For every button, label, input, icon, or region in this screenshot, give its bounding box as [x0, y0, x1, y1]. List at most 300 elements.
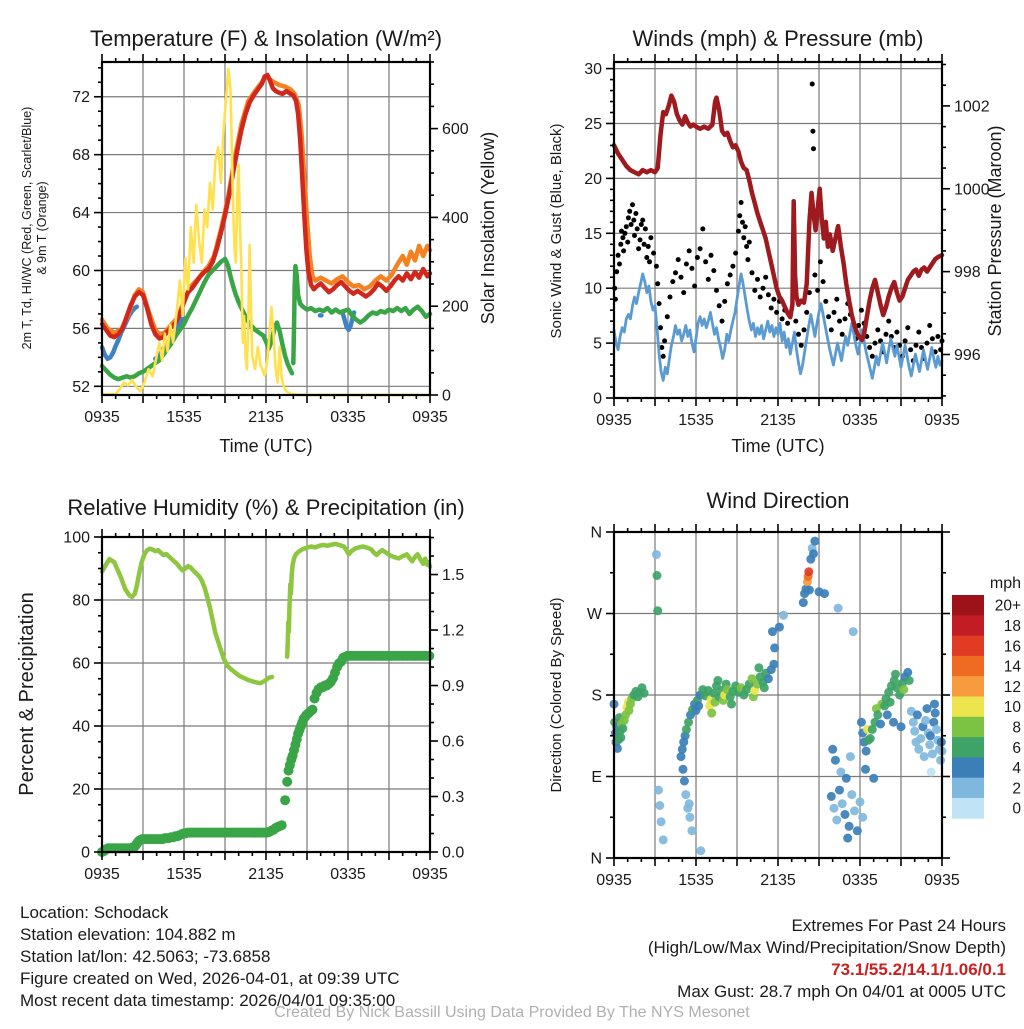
wind-direction-point [679, 765, 688, 774]
wind-left-axis-label: Sonic Wind & Gust (Blue, Black) [548, 123, 565, 339]
colorbar-label: 4 [1012, 760, 1021, 777]
y-tick-label: 60 [72, 262, 90, 280]
x-tick-label: 0335 [842, 412, 878, 429]
y-tick-label: 0 [442, 387, 451, 405]
data-point [633, 211, 638, 216]
wind-direction-point [707, 709, 716, 718]
colorbar-label: 16 [1003, 638, 1021, 656]
y-tick-label: 0 [593, 390, 602, 408]
chart-wind-direction [587, 524, 960, 889]
wind-direction-point [680, 777, 689, 786]
y-tick-label: 20 [72, 781, 90, 799]
wind-direction-point [923, 704, 932, 713]
wind-direction-point [696, 846, 705, 855]
wind-direction-point [810, 537, 819, 546]
temp-left-axis-label-line2: & 9m T (Orange) [35, 181, 49, 275]
colorbar-segment [952, 656, 984, 677]
extremes-subheading: (High/Low/Max Wind/Precipitation/Snow Depth) [647, 938, 1006, 957]
data-point [815, 288, 820, 293]
wind-direction-point [927, 768, 936, 777]
colorbar-label: 20+ [994, 597, 1021, 615]
wind-direction-point [685, 799, 694, 808]
wind-x-axis-label: Time (UTC) [731, 436, 825, 456]
data-point [624, 224, 629, 229]
extremes-values: 73.1/55.2/14.1/1.06/0.1 [831, 960, 1006, 979]
data-point [647, 259, 652, 264]
temp-chart-title: Temperature (F) & Insolation (W/m²) [89, 26, 443, 51]
x-tick-label: 0935 [596, 872, 632, 889]
data-point [676, 257, 681, 262]
wind-direction-point [921, 716, 930, 725]
data-point [720, 319, 725, 324]
data-point [725, 281, 730, 286]
data-point [661, 354, 666, 359]
x-tick-label: 1535 [166, 866, 202, 883]
data-point [714, 288, 719, 293]
data-point [689, 266, 694, 271]
colorbar-segment [952, 778, 984, 799]
data-point [935, 334, 940, 339]
wind-direction-point [834, 604, 843, 613]
colorbar-segment [952, 595, 984, 616]
y-tick-label: 25 [584, 115, 602, 133]
x-tick-label: 0935 [412, 409, 448, 426]
wind-direction-point [820, 589, 829, 598]
rh-left-axis-label: Percent & Precipitation [16, 592, 38, 796]
wind-direction-point [858, 813, 867, 822]
x-tick-label: 0935 [84, 409, 120, 426]
data-point [646, 244, 651, 249]
wind-direction-point [809, 549, 818, 558]
wind-direction-point [910, 727, 919, 736]
y-tick-label: 200 [442, 298, 469, 316]
data-point [706, 277, 711, 282]
y-tick-label: 15 [584, 225, 602, 243]
data-point [745, 257, 750, 262]
data-point [308, 705, 318, 715]
data-point [826, 314, 831, 319]
y-tick-label: 400 [442, 209, 469, 227]
data-point [639, 222, 644, 227]
data-point [818, 259, 823, 264]
data-point [802, 327, 807, 332]
wind-direction-point [681, 790, 690, 799]
data-point [626, 215, 631, 220]
data-point [277, 820, 287, 830]
wind-direction-point [891, 670, 900, 679]
colorbar-segment [952, 737, 984, 758]
data-point [640, 218, 645, 223]
y-tick-label: 68 [72, 147, 90, 165]
y-tick-label: N [590, 850, 602, 868]
wind-direction-point [889, 718, 898, 727]
y-tick-label: 998 [954, 264, 981, 282]
wind-direction-point [932, 725, 941, 734]
wind-direction-point [869, 774, 878, 783]
data-point [750, 270, 755, 275]
data-point [684, 262, 689, 267]
data-point [280, 795, 290, 805]
wind-direction-point [843, 834, 852, 843]
y-tick-label: 20 [584, 170, 602, 188]
wind-direction-point [849, 627, 858, 636]
data-point [620, 235, 625, 240]
data-point [774, 310, 779, 315]
data-point [823, 299, 828, 304]
wind-direction-point [827, 792, 836, 801]
colorbar-label: 2 [1012, 780, 1021, 798]
data-point [837, 319, 842, 324]
temp-left-axis-label-line1: 2m T, Td, HI/WC (Red, Green, Scarlet/Blue) [20, 106, 34, 350]
x-tick-label: 2135 [760, 412, 796, 429]
data-point [655, 281, 660, 286]
wind-direction-point [897, 722, 906, 731]
wind-direction-point [764, 674, 773, 683]
data-point [812, 273, 817, 278]
wdir-left-axis-label: Direction (Colored By Speed) [548, 597, 565, 793]
x-tick-label: 0935 [924, 872, 960, 889]
data-point [793, 319, 798, 324]
data-point [796, 332, 801, 337]
data-point [843, 316, 848, 321]
wind-direction-point [727, 700, 736, 709]
y-tick-label: 100 [63, 529, 90, 547]
data-point [632, 233, 637, 238]
data-point [810, 129, 815, 134]
footer-location: Location: Schodack [20, 903, 169, 922]
wind-direction-point [866, 734, 875, 743]
wind-direction-point [799, 598, 808, 607]
data-point [618, 242, 623, 247]
x-tick-label: 0935 [412, 866, 448, 883]
data-point [927, 323, 932, 328]
x-tick-label: 0335 [842, 872, 878, 889]
y-tick-label: 0.3 [442, 789, 465, 807]
data-point [662, 338, 667, 343]
y-tick-label: 10 [584, 280, 602, 298]
data-point [804, 310, 809, 315]
data-point [859, 308, 864, 313]
wind-direction-point [873, 710, 882, 719]
data-point [867, 345, 872, 350]
y-tick-label: 1.5 [442, 567, 465, 585]
footer-created: Figure created on Wed, 2026-04-01, at 09:39 UTC [20, 969, 400, 988]
data-point [679, 275, 684, 280]
wind-direction-point [713, 676, 722, 685]
data-point [733, 251, 738, 256]
wdir-chart-title: Wind Direction [706, 488, 850, 513]
data-point [908, 347, 913, 352]
colorbar-label: 18 [1003, 617, 1021, 635]
wind-direction-point [770, 643, 779, 652]
data-point [643, 226, 648, 231]
colorbar-label: 6 [1012, 739, 1021, 757]
y-tick-label: 5 [593, 335, 602, 353]
wind-direction-point [830, 804, 839, 813]
y-tick-label: 52 [72, 378, 90, 396]
data-point [743, 224, 748, 229]
data-point [870, 354, 875, 359]
data-point [821, 279, 826, 284]
x-tick-label: 2135 [760, 872, 796, 889]
colorbar-label: 0 [1012, 800, 1021, 818]
data-point [832, 310, 837, 315]
data-point [700, 226, 705, 231]
data-point [914, 343, 919, 348]
wind-direction-point [845, 822, 854, 831]
wind-direction-point [805, 586, 814, 595]
data-point [903, 338, 908, 343]
wind-direction-point [804, 567, 813, 576]
data-point [916, 330, 921, 335]
wind-direction-point [640, 689, 649, 698]
data-point [658, 325, 663, 330]
colorbar-segment [952, 636, 984, 657]
data-point [834, 297, 839, 302]
x-tick-label: 2135 [248, 409, 284, 426]
wind-direction-point [899, 685, 908, 694]
wind-direction-point [886, 698, 895, 707]
wind-direction-point [653, 606, 662, 615]
data-point [741, 235, 746, 240]
wind-direction-point [652, 550, 661, 559]
data-point [894, 330, 899, 335]
wind-direction-point [857, 718, 866, 727]
data-point [644, 255, 649, 260]
data-point [635, 226, 640, 231]
speed-colorbar [952, 575, 1021, 819]
data-point [681, 290, 686, 295]
x-tick-label: 0335 [330, 866, 366, 883]
x-tick-label: 0335 [330, 409, 366, 426]
data-point [668, 295, 673, 300]
data-point [692, 284, 697, 289]
wind-direction-point [841, 810, 850, 819]
wind-right-axis-label: Station Pressure (Maroon) [985, 125, 1005, 337]
chart-humidity-precip [63, 529, 464, 883]
data-point [695, 255, 700, 260]
rh-chart-title: Relative Humidity (%) & Precipitation (in) [67, 495, 465, 520]
colorbar-label: 14 [1003, 658, 1021, 676]
colorbar-segment [952, 798, 984, 819]
y-tick-label: 1000 [954, 181, 990, 199]
data-point [810, 82, 815, 87]
wind-direction-point [653, 571, 662, 580]
data-point [631, 218, 636, 223]
chart-temperature-insolation [72, 54, 469, 426]
data-point [884, 332, 889, 337]
data-point [282, 777, 292, 787]
y-tick-label: 1002 [954, 98, 990, 116]
colorbar-label: 10 [1003, 699, 1021, 717]
x-tick-label: 2135 [248, 866, 284, 883]
data-point [747, 240, 752, 245]
temp-x-axis-label: Time (UTC) [219, 436, 313, 456]
y-tick-label: 60 [72, 655, 90, 673]
data-point [654, 264, 659, 269]
y-tick-label: 0.6 [442, 733, 465, 751]
wind-direction-point [856, 797, 865, 806]
wind-direction-point [847, 790, 856, 799]
y-tick-label: W [586, 606, 602, 623]
wind-direction-point [850, 806, 859, 815]
data-point [740, 220, 745, 225]
y-tick-label: 64 [72, 205, 90, 223]
wind-direction-point [831, 756, 840, 765]
wind-direction-point [846, 752, 855, 761]
data-point [771, 297, 776, 302]
wind-direction-point [657, 817, 666, 826]
footer-elevation: Station elevation: 104.882 m [20, 925, 236, 944]
data-point [829, 327, 834, 332]
data-point [698, 246, 703, 251]
wind-direction-point [659, 835, 668, 844]
colorbar-segment [952, 615, 984, 636]
x-tick-label: 0935 [596, 412, 632, 429]
data-point [769, 306, 774, 311]
data-point [717, 303, 722, 308]
wind-direction-point [861, 765, 870, 774]
data-point [736, 229, 741, 234]
wind-direction-point [931, 709, 940, 718]
data-point [670, 279, 675, 284]
data-point [636, 246, 641, 251]
wind-direction-point [779, 611, 788, 620]
wind-direction-point [862, 747, 871, 756]
chart-winds-pressure [584, 54, 989, 429]
y-tick-label: 996 [954, 346, 981, 364]
y-tick-label: N [590, 524, 602, 542]
data-point [621, 248, 626, 253]
x-tick-label: 0935 [84, 866, 120, 883]
wind-direction-point [876, 720, 885, 729]
colorbar-segment [952, 717, 984, 738]
data-point [763, 275, 768, 280]
data-point [905, 325, 910, 330]
data-point [622, 231, 627, 236]
y-tick-label: 600 [442, 121, 469, 139]
colorbar-segment [952, 676, 984, 697]
data-point [651, 251, 656, 256]
credit-line: Created By Nick Bassill Using Data Provided By The NYS Mesonet [274, 1004, 750, 1021]
data-point [665, 314, 670, 319]
wind-direction-point [655, 801, 664, 810]
footer-timestamp: Most recent data timestamp: 2026/04/01 09:35:00 [20, 991, 396, 1010]
data-point [625, 240, 630, 245]
wind-direction-point [920, 752, 929, 761]
extremes-heading: Extremes For Past 24 Hours [791, 916, 1006, 935]
temp-right-axis-label: Solar Insolation (Yellow) [478, 131, 498, 325]
data-point [744, 244, 749, 249]
data-point [728, 273, 733, 278]
y-tick-label: 1.2 [442, 622, 465, 640]
wind-direction-point [842, 774, 851, 783]
x-tick-label: 1535 [678, 872, 714, 889]
y-tick-label: 56 [72, 320, 90, 338]
data-point [673, 270, 678, 275]
colorbar-segment [952, 697, 984, 718]
wind-direction-point [838, 799, 847, 808]
footer-latlon: Station lat/lon: 42.5063; -73.6858 [20, 947, 271, 966]
colorbar-segment [952, 757, 984, 778]
wind-direction-point [687, 826, 696, 835]
data-point [711, 268, 716, 273]
data-point [722, 299, 727, 304]
wind-direction-point [654, 786, 663, 795]
max-gust-line: Max Gust: 28.7 mph On 04/01 at 0005 UTC [677, 982, 1006, 1001]
y-tick-label: S [591, 687, 602, 705]
data-point [737, 213, 742, 218]
colorbar-label: 12 [1003, 678, 1021, 696]
wind-direction-point [832, 816, 841, 825]
data-point [638, 237, 643, 242]
data-point [925, 341, 930, 346]
data-point [799, 343, 804, 348]
data-point [687, 248, 692, 253]
colorbar-title: mph [989, 575, 1021, 592]
wind-direction-point [913, 710, 922, 719]
data-point [761, 286, 766, 291]
wind-direction-point [835, 786, 844, 795]
wind-direction-point [853, 826, 862, 835]
wind-direction-point [925, 740, 934, 749]
data-point [758, 295, 763, 300]
data-point [886, 319, 891, 324]
wind-chart-title: Winds (mph) & Pressure (mb) [632, 26, 924, 51]
data-point [703, 259, 708, 264]
y-tick-label: 0.9 [442, 678, 465, 696]
x-tick-label: 0935 [924, 412, 960, 429]
wind-direction-point [930, 700, 939, 709]
wind-direction-point [905, 676, 914, 685]
y-tick-label: 30 [584, 61, 602, 79]
data-point [629, 222, 634, 227]
data-point [709, 253, 714, 258]
wind-direction-point [616, 733, 625, 742]
data-point [657, 301, 662, 306]
data-point [752, 288, 757, 293]
wind-direction-point [694, 701, 703, 710]
data-point [617, 262, 622, 267]
y-tick-label: E [591, 769, 602, 786]
data-point [840, 332, 845, 337]
y-tick-label: 72 [72, 89, 90, 107]
data-point [730, 264, 735, 269]
wind-direction-point [769, 660, 778, 669]
data-point [785, 321, 790, 326]
y-tick-label: 0 [81, 844, 90, 862]
wind-direction-point [760, 683, 769, 692]
data-point [875, 327, 880, 332]
wind-direction-point [775, 623, 784, 632]
data-point [930, 336, 935, 341]
y-tick-label: 0.0 [442, 844, 465, 862]
data-point [755, 277, 760, 282]
wind-direction-point [618, 724, 627, 733]
data-point [811, 146, 816, 151]
data-point [616, 253, 621, 258]
colorbar-label: 8 [1012, 719, 1021, 737]
wind-direction-point [685, 813, 694, 822]
data-point [780, 316, 785, 321]
data-point [873, 341, 878, 346]
y-tick-label: 80 [72, 592, 90, 610]
data-point [766, 292, 771, 297]
wind-direction-point [903, 668, 912, 677]
x-tick-label: 1535 [678, 412, 714, 429]
wind-direction-point [828, 745, 837, 754]
data-point [627, 209, 632, 214]
